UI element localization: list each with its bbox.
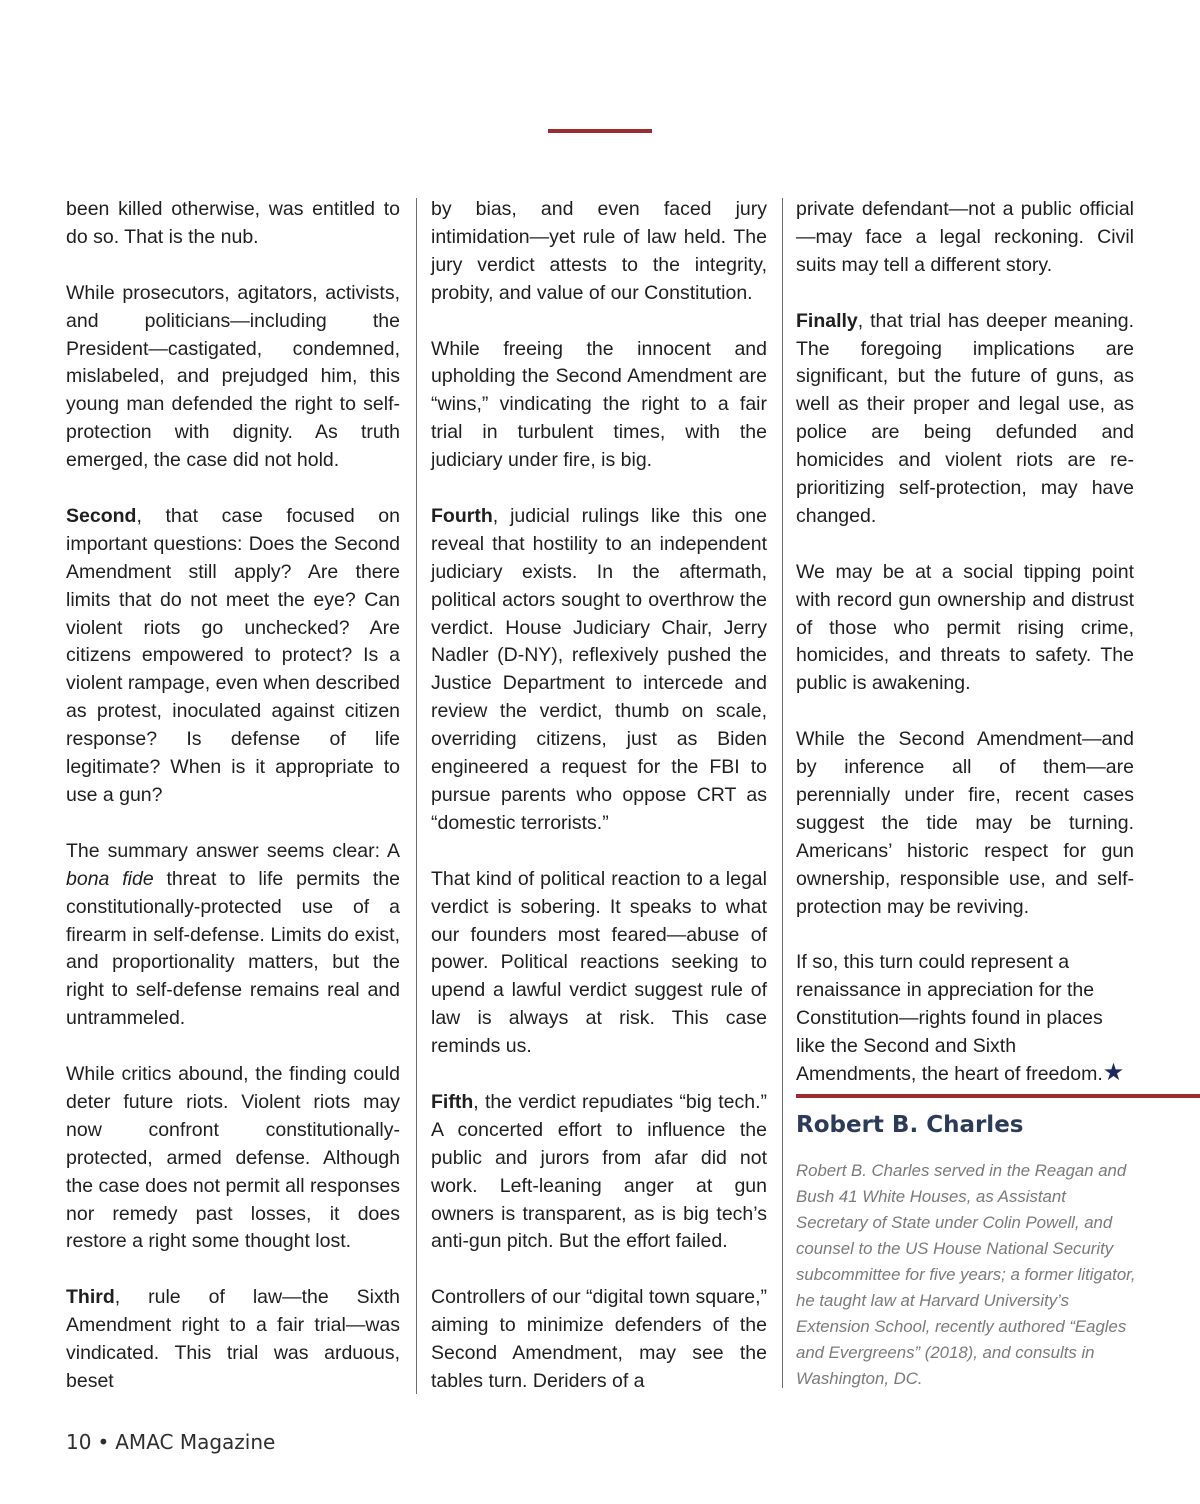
author-name: Robert B. Charles xyxy=(796,1112,1024,1138)
page-footer xyxy=(66,1430,275,1454)
page-number: 10 xyxy=(66,1430,92,1454)
lead-word: Fifth xyxy=(431,1090,474,1113)
paragraph: Fifth, the verdict repudiates “big tech.” A concerted effort to influence the public and jurors from afar did not work. Left-leaning anger at gun owners is transparent, as is big tech’s anti-gun pitch. But the effort failed. xyxy=(431,1090,767,1253)
header-accent-rule xyxy=(548,129,652,133)
footer-separator: • xyxy=(97,1430,110,1454)
paragraph: We may be at a social tipping point with record gun ownership and distrust of those who permit rising crime, homicides, and threats to safety. The public is awakening. xyxy=(796,560,1134,695)
paragraph: Fourth, judicial rulings like this one reveal that hostility to an independent judiciary exists. In the aftermath, political actors sought to overthrow the verdict. House Judiciary Chair, Jerry Nadler (D-NY), reflexively pushed the Justice Department to intercede and review the verdict, thumb on scale, overriding citizens, just as Biden engineered a request for the FBI to pursue parents who oppose CRT as “domestic terrorists.” xyxy=(431,504,767,834)
paragraph: That kind of political reaction to a legal verdict is sobering. It speaks to what our founders most feared—abuse of power. Political reactions seeking to upend a lawful verdict suggest rule of law is always at risk. This case reminds us. xyxy=(431,867,767,1058)
article-column-2 xyxy=(431,196,767,1396)
paragraph: Third, rule of law—the Sixth Amendment right to a fair trial—was vindicated. This trial was arduous, beset xyxy=(66,1286,400,1392)
lead-word: Second xyxy=(66,504,137,527)
paragraph: While the Second Amendment—and by inference all of them—are perennially under fire, recent cases suggest the tide may be turning. Americans’ historic respect for gun ownership, responsible use, and self-protection may be reviving. xyxy=(796,728,1134,918)
paragraph: While freeing the innocent and upholding the Second Amendment are “wins,” vindicating the right to a fair trial in turbulent times, with the judiciary under fire, is big. xyxy=(431,337,767,472)
publication-name: AMAC Magazine xyxy=(115,1430,276,1454)
italic-phrase: bona fide xyxy=(66,867,154,890)
paragraph: While prosecutors, agitators, activists, and politicians—including the President—castigated, condemned, mislabeled, and prejudged him, this young man defended the right to self-protection with dignity. As truth emerged, the case did not hold. xyxy=(66,281,400,472)
paragraph: Controllers of our “digital town square,” aiming to minimize defenders of the Second Amendment, may see the tables turn. Deriders of a xyxy=(431,1286,767,1392)
lead-word: Finally xyxy=(796,309,858,332)
paragraph: Second, that case focused on important questions: Does the Second Amendment still apply? Are there limits that do not meet the eye? Can violent riots go unchecked? Are citizens empowered to protect? Is a violent rampage, even when described as protest, inoculated against citizen response? Is defense of life legitimate? When is it appropriate to use a gun? xyxy=(66,504,400,806)
lead-word: Fourth xyxy=(431,504,493,527)
lead-word: Third xyxy=(66,1286,115,1309)
paragraph: by bias, and even faced jury intimidation—yet rule of law held. The jury verdict attests to the integrity, probity, and value of our Constitution. xyxy=(431,198,767,304)
article-column-1 xyxy=(66,196,400,1396)
paragraph: private defendant—not a public official—may face a legal reckoning. Civil suits may tell a different story. xyxy=(796,198,1134,276)
paragraph: While critics abound, the finding could deter future riots. Violent riots may now confront constitutionally-protected, armed defense. Although the case does not permit all responses nor remedy past losses, it does restore a right some thought lost. xyxy=(66,1063,400,1253)
column-divider xyxy=(416,198,417,1394)
paragraph: Finally, that trial has deeper meaning. The foregoing implications are significant, but the future of guns, as well as their proper and legal use, as police are being defunded and homicides and violent riots are re-prioritizing self-protection, may have changed. xyxy=(796,309,1134,527)
author-bio: Robert B. Charles served in the Reagan and Bush 41 White Houses, as Assistant Secretary of State under Colin Powell, and counsel to the US House National Security subcommittee for five years; a former litigator, he taught law at Harvard University’s Extension School, recently authored “Eagles and Evergreens” (2018), and consults in Washington, DC. xyxy=(796,1161,1136,1388)
article-column-3 xyxy=(796,196,1134,1089)
author-bio-rule xyxy=(796,1094,1200,1098)
paragraph: been killed otherwise, was entitled to do so. That is the nub. xyxy=(66,198,400,248)
paragraph: The summary answer seems clear: A bona fide threat to life permits the constitutionally-protected use of a firearm in self-defense. Limits do exist, and proportionality matters, but the right to self-defense remains real and untrammeled. xyxy=(66,839,400,1030)
star-icon: ★ xyxy=(1102,1059,1125,1087)
column-divider xyxy=(782,198,783,1388)
paragraph: If so, this turn could represent a renaissance in appreciation for the Constitution—rights found in places like the Second and Sixth Amendments, the heart of freedom.★ xyxy=(796,951,1125,1087)
